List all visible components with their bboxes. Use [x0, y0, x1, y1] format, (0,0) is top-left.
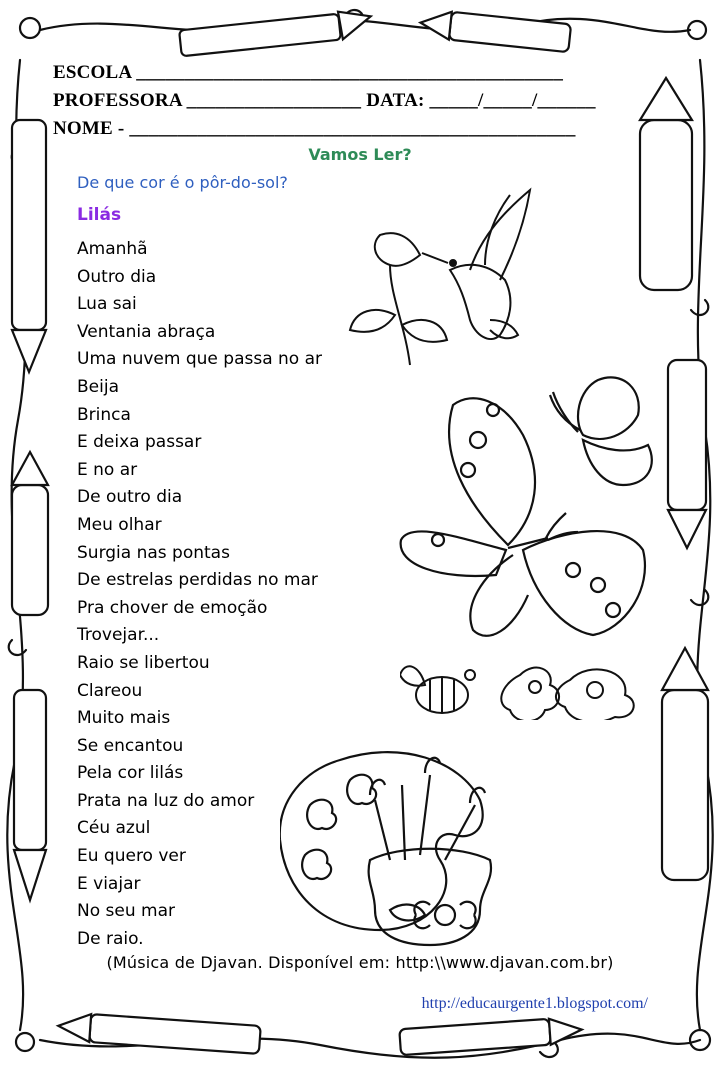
lyric-line: E no ar: [77, 459, 138, 480]
lyric-line: Clareou: [77, 680, 143, 701]
question: De que cor é o pôr-do-sol?: [77, 173, 288, 192]
lyric-line: Outro dia: [77, 266, 157, 287]
lyric-line: Muito mais: [77, 708, 171, 729]
lyric-line: Brinca: [77, 404, 131, 425]
lyric-line: E viajar: [77, 873, 141, 894]
lyric-line: Prata na luz do amor: [77, 790, 255, 811]
lyric-line: De estrelas perdidas no mar: [77, 570, 318, 591]
lyric-line: De raio.: [77, 928, 144, 949]
poem-title: Lilás: [77, 205, 122, 225]
lyric-line: Céu azul: [77, 818, 151, 839]
bee-flowers-illustration: [400, 655, 665, 720]
palette-brushes-illustration: [280, 735, 510, 950]
lyric-line: Raio se libertou: [77, 652, 210, 673]
lyric-line: Surgia nas pontas: [77, 542, 230, 563]
lyric-line: Ventania abraça: [77, 321, 216, 342]
lyric-line: De outro dia: [77, 487, 183, 508]
lyric-line: Amanhã: [77, 239, 148, 259]
footer-url-link[interactable]: http://educaurgente1.blogspot.com/: [421, 995, 648, 1012]
lyric-line: Eu quero ver: [77, 846, 186, 867]
name-line: NOME - ______________________________________________: [53, 118, 576, 139]
lyric-line: Se encantou: [77, 735, 184, 756]
teacher-date-line: PROFESSORA __________________ DATA: _____/_____/______: [53, 90, 596, 111]
page-title: Vamos Ler?: [308, 145, 412, 164]
lyric-line: Beija: [77, 376, 119, 397]
lyric-line: Uma nuvem que passa no ar: [77, 349, 323, 370]
butterflies-illustration: [398, 370, 663, 660]
lyric-line: Trovejar...: [77, 625, 160, 646]
school-line: ESCOLA ____________________________________________: [53, 62, 564, 83]
lyric-line: Pela cor lilás: [77, 763, 184, 784]
lyric-line: E deixa passar: [77, 432, 202, 453]
lyric-line: Meu olhar: [77, 514, 162, 535]
song-credit: (Música de Djavan. Disponível em: http:\\www.djavan.com.br): [106, 953, 614, 972]
lyric-line: Lua sai: [77, 294, 137, 315]
lyric-line: Pra chover de emoção: [77, 597, 268, 618]
lyric-line: No seu mar: [77, 901, 175, 922]
hummingbird-illustration: [340, 185, 550, 380]
